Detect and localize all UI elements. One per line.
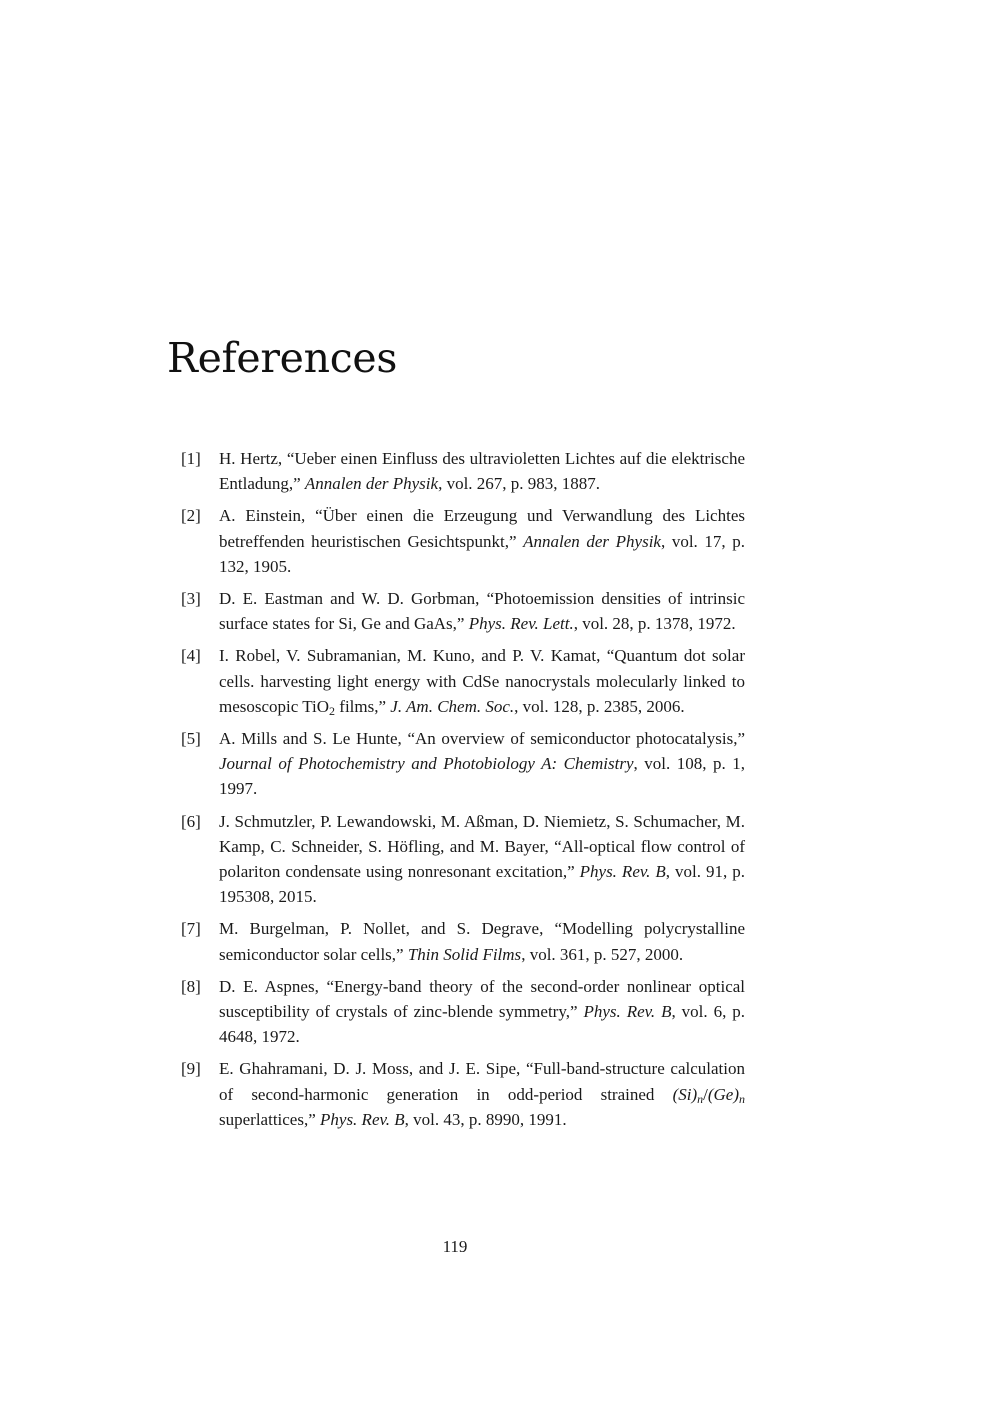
reference-journal: Journal of Photochemistry and Photobiology A: Chemistry — [219, 754, 634, 774]
reference-body — [219, 729, 745, 798]
reference-details: , vol. 91, p. 195308, 2015. — [219, 862, 745, 907]
reference-details: , vol. 28, p. 1378, 1972. — [573, 614, 736, 634]
reference-item — [181, 503, 745, 579]
reference-journal: Annalen der Physik — [304, 474, 439, 494]
reference-number: [3] — [181, 589, 201, 609]
reference-number: [2] — [181, 506, 201, 526]
reference-item — [181, 726, 745, 802]
reference-list — [181, 446, 745, 1139]
reference-item — [181, 586, 745, 636]
reference-number: [8] — [181, 976, 201, 996]
reference-journal: Phys. Rev. B — [583, 1002, 672, 1022]
reference-journal: Annalen der Physik — [523, 531, 661, 551]
reference-item — [181, 1056, 745, 1132]
reference-authors: D. E. Aspnes, — [219, 976, 327, 996]
subscript: n — [739, 1091, 745, 1106]
math-slash: / — [703, 1084, 708, 1104]
reference-authors: E. Ghahramani, D. J. Moss, and J. E. Sipe, — [219, 1059, 526, 1079]
reference-authors: H. Hertz, — [219, 449, 287, 468]
subscript: 2 — [329, 703, 336, 718]
reference-title: “Modelling polycrystalline semiconductor solar cells,” — [219, 919, 745, 964]
reference-item — [181, 446, 745, 496]
reference-item — [181, 916, 745, 966]
reference-title: “Quantum dot solar cells. harvesting light energy with CdSe nanocrystals molecularly linked to mesoscopic TiO — [219, 646, 745, 716]
reference-title: “All-optical flow control of polariton condensate using nonresonant excitation,” — [219, 836, 745, 882]
reference-authors: M. Burgelman, P. Nollet, and S. Degrave, — [219, 919, 555, 939]
reference-journal: Phys. Rev. B — [320, 1109, 405, 1129]
page-number: 119 — [442, 1237, 468, 1256]
reference-authors: I. Robel, V. Subramanian, M. Kuno, and P. V. Kamat, — [219, 646, 607, 666]
reference-body — [219, 812, 745, 907]
reference-body — [219, 1059, 745, 1128]
reference-details: , vol. 17, p. 132, 1905. — [219, 531, 745, 576]
page-title: References — [167, 334, 398, 382]
reference-body — [219, 506, 745, 575]
reference-details: , vol. 43, p. 8990, 1991. — [404, 1109, 567, 1129]
reference-journal: Phys. Rev. B — [579, 862, 666, 882]
reference-journal: J. Am. Chem. Soc. — [390, 696, 515, 716]
reference-authors: A. Mills and S. Le Hunte, — [219, 729, 408, 749]
reference-number: [5] — [181, 729, 201, 749]
reference-authors: A. Einstein, — [219, 506, 316, 526]
reference-journal: Phys. Rev. Lett. — [468, 614, 574, 634]
reference-number: [9] — [181, 1059, 201, 1079]
subscript: n — [697, 1091, 704, 1106]
reference-title: “An overview of semiconductor photocatalysis,” — [407, 729, 745, 749]
reference-title: “Ueber einen Einfluss des ultravioletten Lichtes auf die elektrische Entladung,” — [219, 449, 745, 494]
math-term: (Ge) — [707, 1084, 739, 1104]
reference-number: [7] — [181, 919, 201, 939]
reference-details: , vol. 267, p. 983, 1887. — [438, 474, 601, 494]
reference-item — [181, 974, 745, 1050]
reference-authors: J. Schmutzler, P. Lewandowski, M. Aßman, D. Niemietz, S. Schumacher, M. Kamp, C. Schneider, S. Höfling, and M. Bayer, — [219, 811, 745, 856]
reference-number: [4] — [181, 646, 201, 666]
reference-title: “Photoemission densities of intrinsic surface states for Si, Ge and GaAs,” — [219, 589, 746, 634]
reference-body — [219, 646, 745, 718]
reference-body — [219, 589, 745, 633]
reference-number: [1] — [181, 449, 201, 468]
reference-item — [181, 809, 745, 910]
reference-title: “Energy-band theory of the second-order nonlinear optical susceptibility of crystals of zinc-blende symmetry,” — [219, 976, 746, 1022]
reference-details: , vol. 361, p. 527, 2000. — [521, 944, 684, 964]
reference-title-end: superlattices,” — [219, 1109, 321, 1129]
reference-title-end: films,” — [335, 696, 391, 716]
reference-title: “Über einen die Erzeugung und Verwandlung des Lichtes betreffenden heuristischen Gesichtspunkt,” — [219, 506, 745, 551]
reference-body — [219, 919, 745, 963]
reference-body — [219, 449, 745, 493]
reference-item — [181, 643, 745, 719]
reference-details: , vol. 108, p. 1, 1997. — [219, 754, 745, 799]
reference-title: “Full-band-structure calculation of second-harmonic generation in odd-period strained — [219, 1059, 745, 1104]
reference-journal: Thin Solid Films — [407, 944, 522, 964]
reference-body — [219, 977, 745, 1046]
math-term: (Si) — [672, 1084, 698, 1104]
reference-authors: D. E. Eastman and W. D. Gorbman, — [219, 589, 487, 609]
reference-details: , vol. 6, p. 4648, 1972. — [219, 1002, 745, 1047]
reference-details: , vol. 128, p. 2385, 2006. — [514, 696, 685, 716]
reference-number: [6] — [181, 811, 201, 831]
